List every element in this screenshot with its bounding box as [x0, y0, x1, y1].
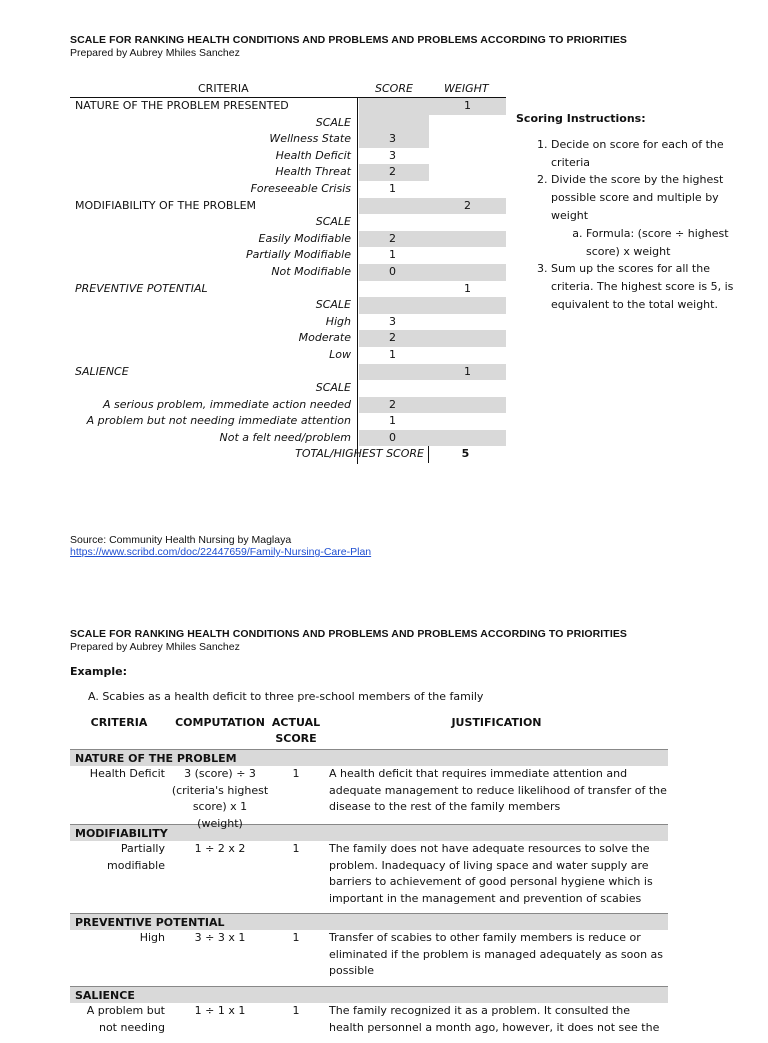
header-criteria: CRITERIA — [198, 82, 249, 95]
table-row: Low 1 — [329, 347, 396, 361]
table-row: Health Threat 2 — [70, 164, 506, 181]
table-row: Moderate 2 — [70, 330, 506, 347]
source-text: Source: Community Health Nursing by Maglaya — [70, 534, 292, 546]
instruction-step: 2. Divide the score by the highest possible score and multiple by weight a. Formula: (score ÷ highest score) x weight — [551, 171, 736, 260]
instruction-step: 3. Sum up the scores for all the criteria. The highest score is 5, is equivalent to the total weight. — [551, 260, 736, 313]
source-link[interactable]: https://www.scribd.com/doc/22447659/Family-Nursing-Care-Plan — [70, 546, 372, 558]
table-row: Partially modifiable 1 ÷ 2 x 2 1 The family does not have adequate resources to solve the problem. Inadequacy of living space and water supply are barriers to achievement of good personal hygiene which is important in the management and prevention of scabies — [107, 842, 653, 905]
header-score: SCORE — [375, 82, 413, 95]
page-subtitle: Prepared by Aubrey Mhiles Sanchez — [70, 641, 240, 653]
table-row: A problem but not needing immediate attention 1 — [86, 414, 396, 428]
table-row: NATURE OF THE PROBLEM PRESENTED 1 — [70, 98, 506, 115]
example-table — [70, 713, 668, 1043]
table-row: A serious problem, immediate action needed 2 — [70, 397, 506, 414]
section-header: SALIENCE — [70, 986, 668, 1003]
table-row: SCALE — [315, 215, 351, 229]
table-row: Health Deficit 3 (score) ÷ 3 (criteria's highest score) x 1 (weight) 1 A health deficit that requires immediate attention and adequate management to reduce likelihood of transfer of the disease to the rest of the family members — [89, 767, 667, 830]
example-case: A. Scabies as a health deficit to three pre-school members of the family — [88, 690, 484, 703]
table-row-total: TOTAL/HIGHEST SCORE 5 — [70, 446, 506, 463]
table-row: Partially Modifiable 1 — [245, 248, 396, 262]
example-label: Example: — [70, 665, 127, 678]
table-row: Health Deficit 3 — [275, 148, 396, 162]
table-row: SCALE — [70, 115, 506, 132]
example-table-header — [70, 713, 668, 749]
instructions-title: Scoring Instructions: — [516, 112, 646, 125]
instruction-step: 1. Decide on score for each of the criteria — [551, 136, 736, 172]
header-actual-score: ACTUAL SCORE — [271, 716, 321, 745]
header-weight: WEIGHT — [444, 82, 489, 95]
table-row: MODIFIABILITY OF THE PROBLEM 2 — [70, 198, 506, 215]
instruction-substep: a. Formula: (score ÷ highest score) x weight — [586, 225, 736, 261]
page-title: SCALE FOR RANKING HEALTH CONDITIONS AND PROBLEMS AND PROBLEMS ACCORDING TO PRIORITIES — [70, 34, 628, 46]
header-justification: JUSTIFICATION — [451, 716, 542, 729]
scoring-instructions — [516, 110, 736, 314]
table-row: Easily Modifiable 2 — [70, 231, 506, 248]
table-row: A problem but not needing 1 ÷ 1 x 1 1 The family recognized it as a problem. It consulted the health personnel a month ago, however, it does not see the — [86, 1004, 660, 1034]
page-subtitle: Prepared by Aubrey Mhiles Sanchez — [70, 47, 240, 59]
table-row: PREVENTIVE POTENTIAL 1 — [75, 281, 471, 295]
header-computation: COMPUTATION — [175, 716, 265, 729]
section-header: PREVENTIVE POTENTIAL — [70, 913, 668, 930]
table-row: SALIENCE 1 — [70, 364, 506, 381]
table-row: Wellness State 3 — [70, 131, 506, 148]
instructions-list — [516, 136, 736, 314]
table-row: SCALE — [70, 297, 506, 314]
criteria-table — [70, 81, 506, 463]
table-row: Not Modifiable 0 — [70, 264, 506, 281]
table-row: SCALE — [315, 381, 351, 395]
table-row: High 3 ÷ 3 x 1 1 Transfer of scabies to other family members is reduce or eliminated if the problem is managed adequately as soon as possible — [139, 931, 664, 978]
table-row: Not a felt need/problem 0 — [70, 430, 506, 447]
section-header: NATURE OF THE PROBLEM — [70, 749, 668, 766]
table-row: Foreseeable Crisis 1 — [250, 181, 396, 195]
page-title: SCALE FOR RANKING HEALTH CONDITIONS AND PROBLEMS AND PROBLEMS ACCORDING TO PRIORITIES — [70, 628, 628, 640]
criteria-table-header — [70, 81, 506, 98]
section-header: MODIFIABILITY — [70, 824, 668, 841]
table-row: High 3 — [325, 314, 396, 328]
header-criteria: CRITERIA — [90, 716, 148, 729]
